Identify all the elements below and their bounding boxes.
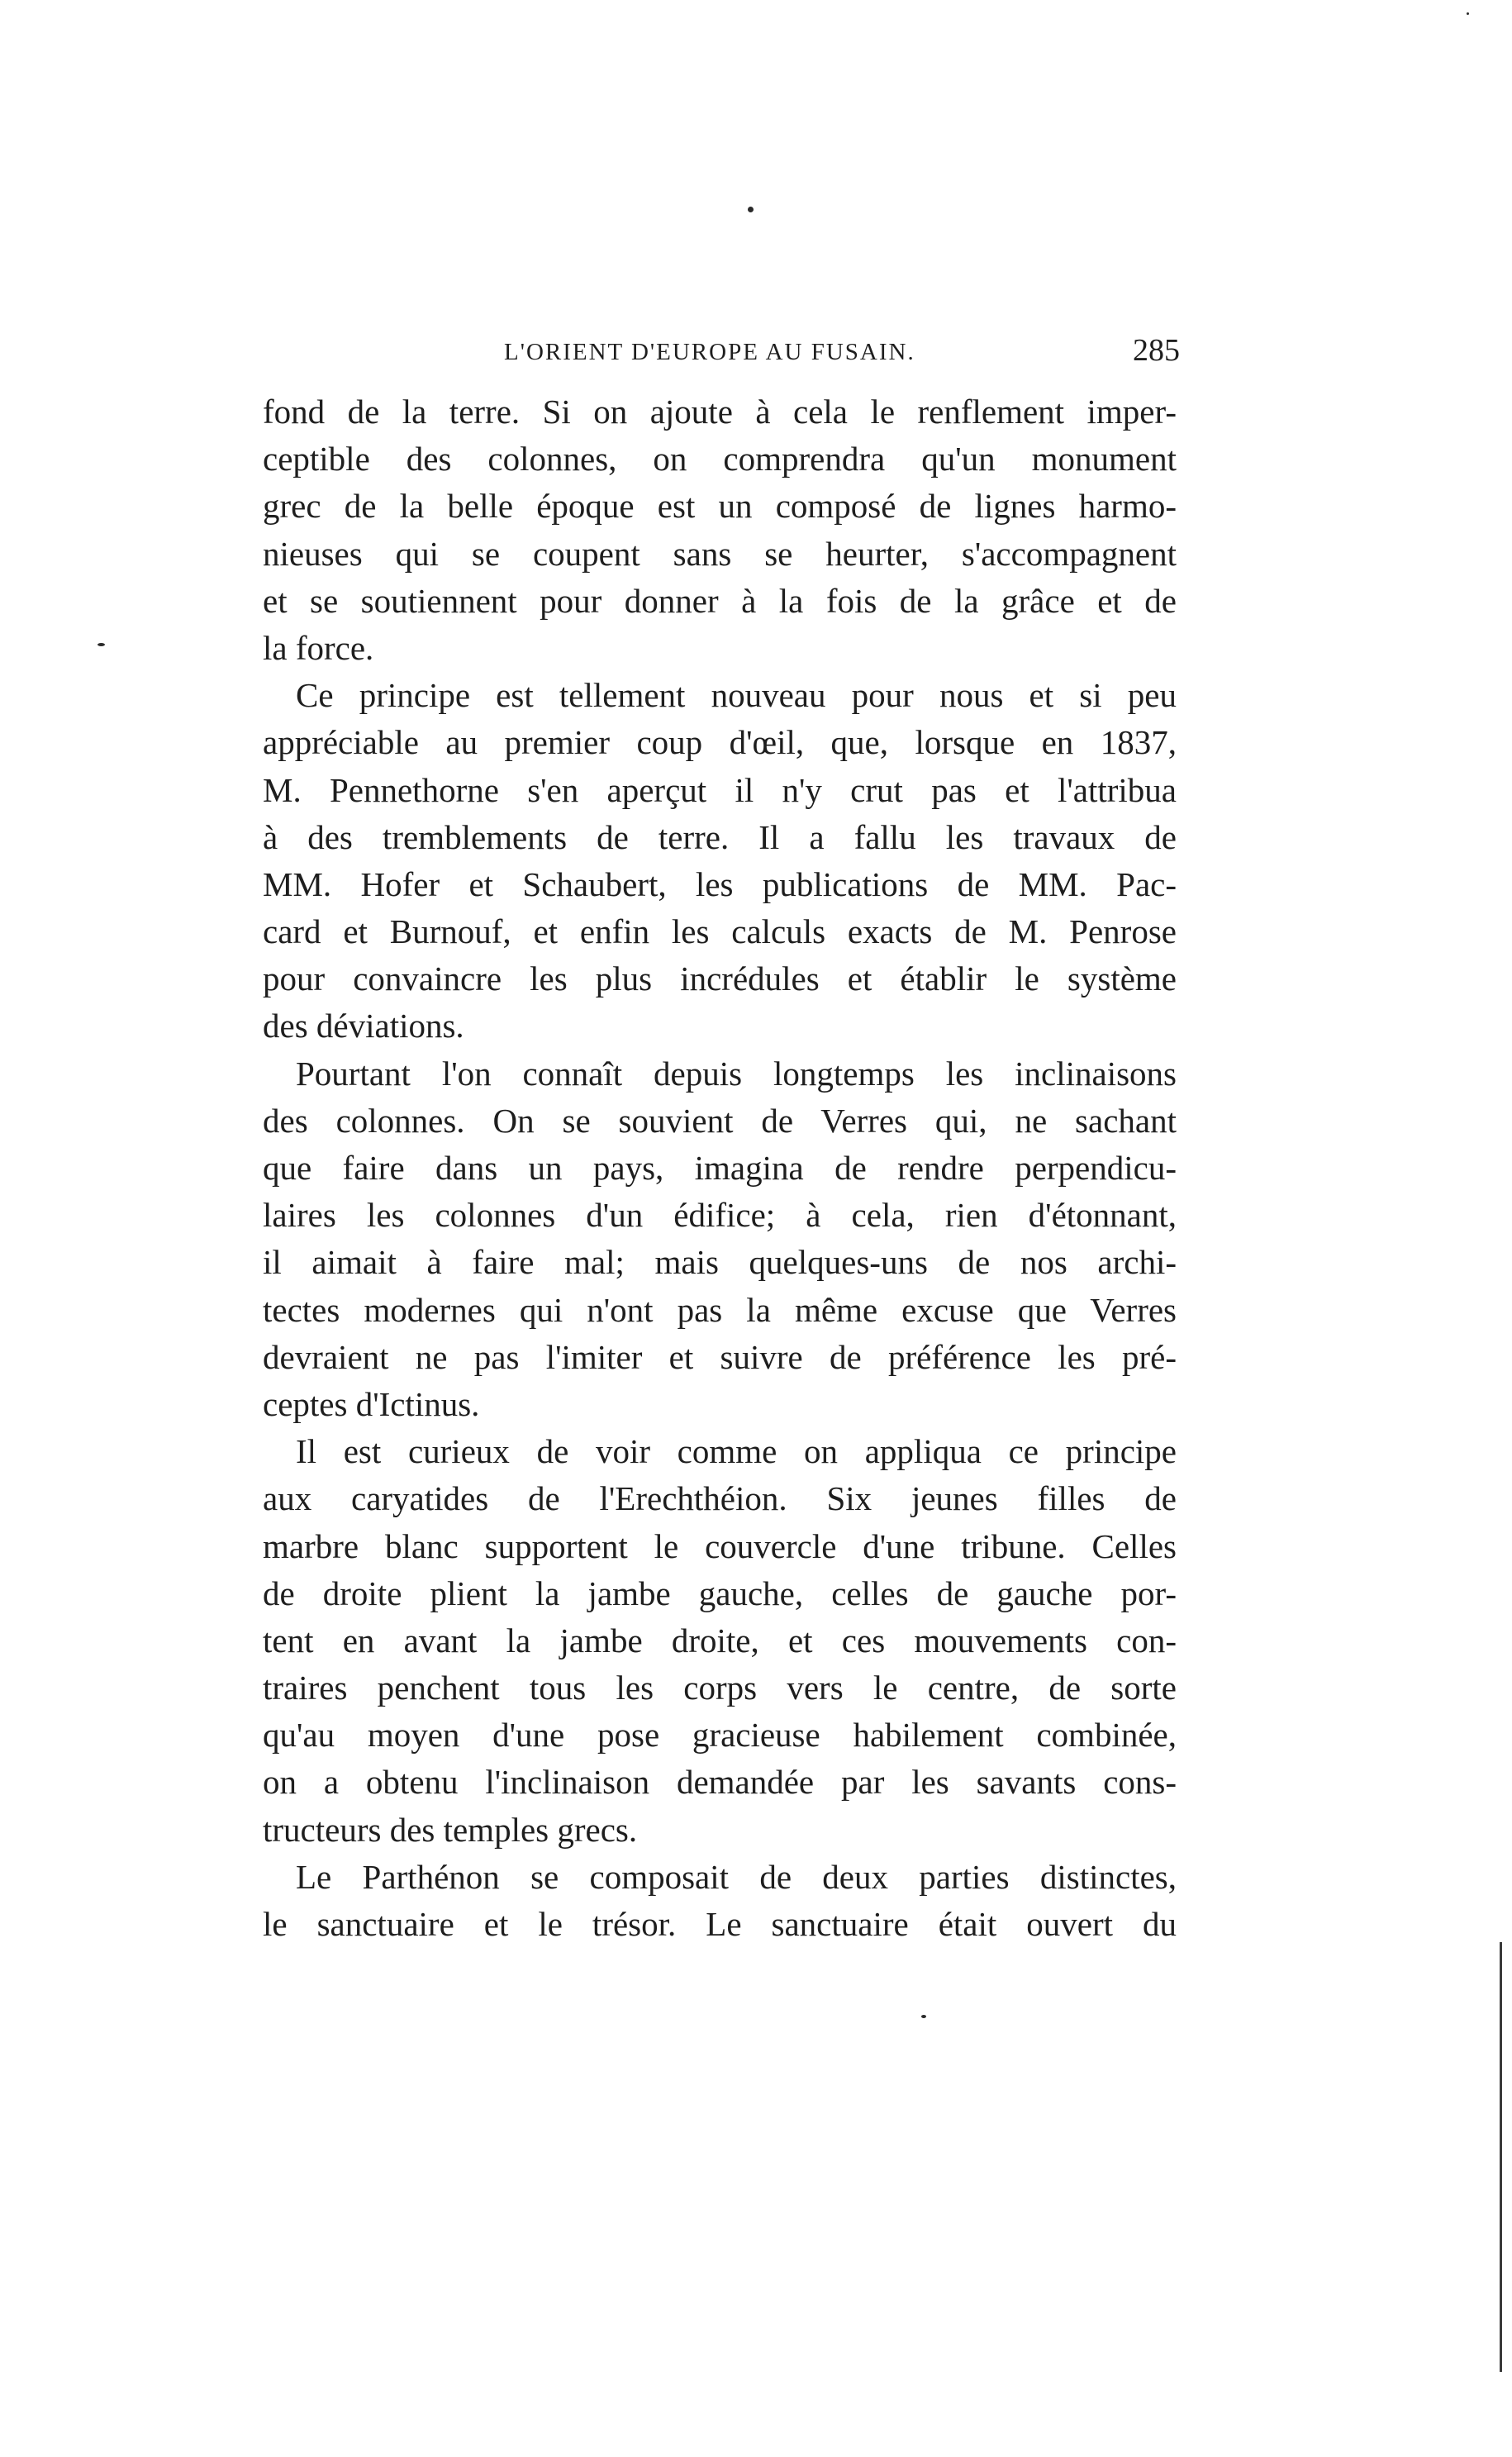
text-line: laires les colonnes d'un édifice; à cela, rien d'étonnant, bbox=[263, 1196, 1177, 1235]
text-line: il aimait à faire mal; mais quelques-uns de nos archi- bbox=[263, 1243, 1177, 1282]
running-title: L'ORIENT D'EUROPE AU FUSAIN. bbox=[504, 339, 915, 365]
text-line: qu'au moyen d'une pose gracieuse habilement combinée, bbox=[263, 1716, 1177, 1755]
text-line: tructeurs des temples grecs. bbox=[263, 1810, 638, 1849]
text-line: ceptible des colonnes, on comprendra qu'un monument bbox=[263, 440, 1177, 479]
scan-edge-line bbox=[1500, 1942, 1502, 2372]
text-line: que faire dans un pays, imagina de rendre perpendicu- bbox=[263, 1149, 1177, 1187]
text-line: on a obtenu l'inclinaison demandée par les savants cons- bbox=[263, 1763, 1177, 1802]
text-line: appréciable au premier coup d'œil, que, lorsque en 1837, bbox=[263, 723, 1177, 762]
text-line: tectes modernes qui n'ont pas la même excuse que Verres bbox=[263, 1290, 1177, 1329]
page-number: 285 bbox=[1133, 333, 1180, 368]
text-line: ceptes d'Ictinus. bbox=[263, 1384, 480, 1423]
text-line: MM. Hofer et Schaubert, les publications de MM. Pac- bbox=[263, 864, 1177, 903]
text-line: de droite plient la jambe gauche, celles de gauche por- bbox=[263, 1574, 1177, 1612]
text-line: card et Burnouf, et enfin les calculs exacts de M. Penrose bbox=[263, 912, 1177, 951]
running-head bbox=[263, 332, 1180, 382]
ink-speck bbox=[921, 2015, 926, 2018]
text-line: pour convaincre les plus incrédules et établir le système bbox=[263, 959, 1177, 998]
text-line: des déviations. bbox=[263, 1007, 464, 1045]
text-line: M. Pennethorne s'en aperçut il n'y crut pas et l'attribua bbox=[263, 770, 1177, 809]
text-line: Ce principe est tellement nouveau pour nous et si peu bbox=[296, 676, 1177, 715]
text-line: grec de la belle époque est un composé de lignes harmo- bbox=[263, 487, 1177, 526]
ink-speck bbox=[748, 207, 754, 212]
text-line: devraient ne pas l'imiter et suivre de préférence les pré- bbox=[263, 1337, 1177, 1376]
text-line: fond de la terre. Si on ajoute à cela le renflement imper- bbox=[263, 393, 1177, 431]
text-line: aux caryatides de l'Erechthéion. Six jeunes filles de bbox=[263, 1479, 1177, 1518]
text-line: des colonnes. On se souvient de Verres qui, ne sachant bbox=[263, 1101, 1177, 1140]
text-line: traires penchent tous les corps vers le centre, de sorte bbox=[263, 1669, 1177, 1707]
text-line: la force. bbox=[263, 628, 374, 667]
text-line: nieuses qui se coupent sans se heurter, s'accompagnent bbox=[263, 534, 1177, 573]
text-line: Pourtant l'on connaît depuis longtemps les inclinaisons bbox=[296, 1054, 1177, 1093]
text-line: Le Parthénon se composait de deux parties distinctes, bbox=[296, 1857, 1177, 1896]
text-line: marbre blanc supportent le couvercle d'une tribune. Celles bbox=[263, 1526, 1177, 1565]
text-line: tent en avant la jambe droite, et ces mouvements con- bbox=[263, 1621, 1177, 1659]
body-text bbox=[263, 388, 1177, 1948]
text-line: le sanctuaire et le trésor. Le sanctuaire était ouvert du bbox=[263, 1905, 1177, 1943]
text-line: Il est curieux de voir comme on appliqua ce principe bbox=[296, 1432, 1177, 1471]
text-line: à des tremblements de terre. Il a fallu les travaux de bbox=[263, 817, 1177, 856]
text-line: et se soutiennent pour donner à la fois de la grâce et de bbox=[263, 581, 1177, 620]
ink-speck bbox=[97, 643, 105, 646]
ink-speck bbox=[1467, 12, 1469, 15]
